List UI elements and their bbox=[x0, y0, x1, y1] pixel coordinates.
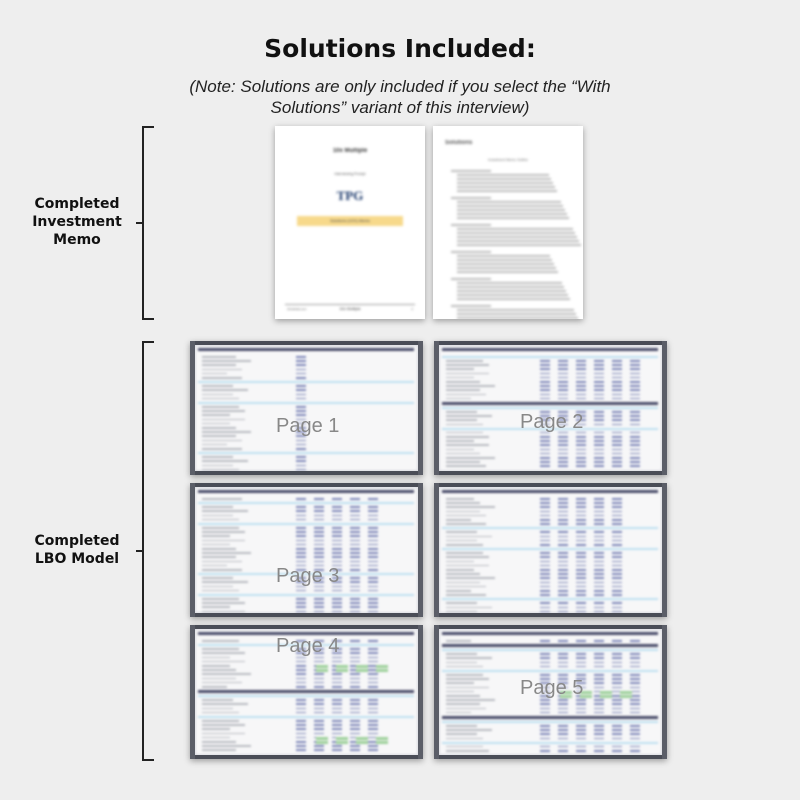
lbo-sheet-5 bbox=[434, 625, 667, 759]
lbo-section-label: Completed LBO Model bbox=[34, 533, 120, 567]
memo-section-label: Completed Investment Memo bbox=[32, 196, 122, 248]
variant-note: (Note: Solutions are only included if you select the “With Solutions” variant of this interview) bbox=[189, 77, 611, 117]
memo-solutions-heading: Solutions bbox=[445, 140, 473, 146]
memo-bracket bbox=[142, 126, 154, 320]
memo-footer-center: 10x Multiple bbox=[339, 306, 361, 311]
page-title: Solutions Included: bbox=[264, 34, 536, 63]
lbo-sheet-2 bbox=[434, 341, 667, 475]
memo-footer-right: 2 bbox=[411, 307, 413, 311]
page-label-4: Page 4 bbox=[276, 635, 340, 657]
lbo-bracket bbox=[142, 341, 154, 761]
lbo-sheet-4 bbox=[190, 625, 423, 759]
memo-subtitle: Interviewing Prompt bbox=[334, 172, 366, 176]
memo-cover-page bbox=[275, 126, 425, 319]
tpg-logo: TPG bbox=[336, 188, 364, 203]
lbo-sheet-3b bbox=[434, 483, 667, 617]
memo-band: Solutions (V2X) Memo bbox=[297, 216, 403, 226]
page-label-2: Page 2 bbox=[520, 411, 584, 433]
page-label-5: Page 5 bbox=[520, 677, 584, 699]
page-label-3: Page 3 bbox=[276, 565, 340, 587]
memo-footer-left: 10xebitda.com bbox=[287, 307, 307, 311]
lbo-sheet-1 bbox=[190, 341, 423, 475]
memo-solutions-page bbox=[433, 126, 583, 319]
memo-solutions-subheading: Investment Memo Outline bbox=[488, 158, 528, 162]
memo-brand: 10x Multiple bbox=[332, 148, 368, 154]
lbo-sheet-3 bbox=[190, 483, 423, 617]
page-label-1: Page 1 bbox=[276, 415, 340, 437]
